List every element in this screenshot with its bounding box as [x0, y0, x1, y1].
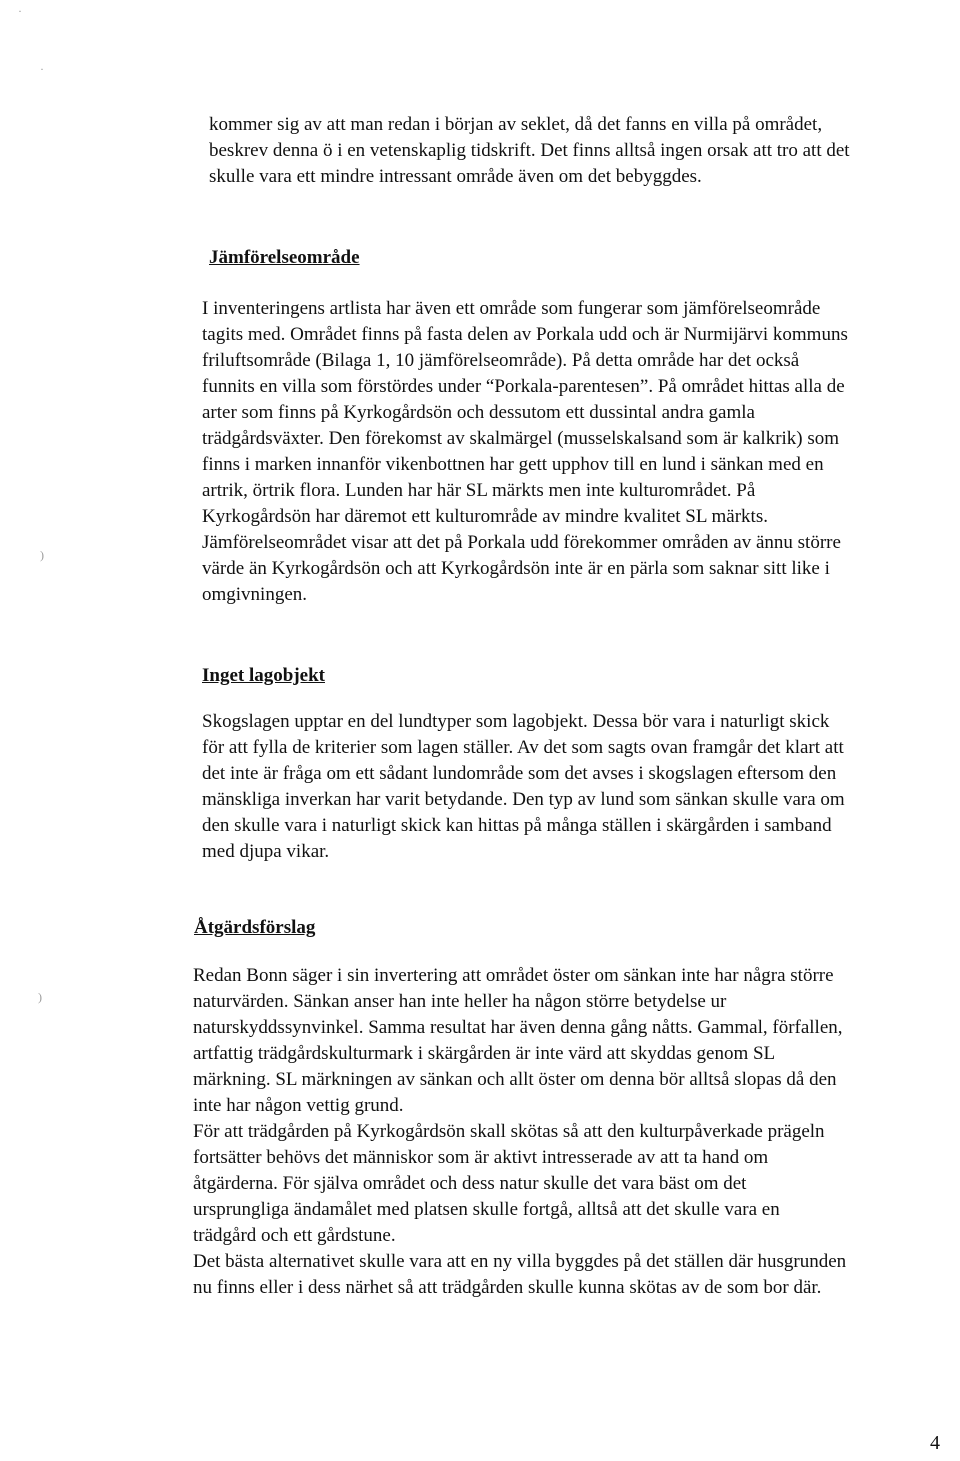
text-line: värde än Kyrkogårdsön och att Kyrkogårdsön inte är en pärla som saknar sitt like i — [202, 558, 830, 579]
text-line: fortsätter behövs det människor som är aktivt intresserade av att ta hand om — [193, 1147, 769, 1168]
text-line: inte har någon vettig grund. — [193, 1095, 404, 1116]
text-line: friluftsområde (Bilaga 1, 10 jämförelseområde). På detta område har det också — [202, 350, 800, 371]
text-line: skulle vara ett mindre intressant område även om det bebyggdes. — [209, 166, 702, 187]
text-line: för att fylla de kriterier som lagen ställer. Av det som sagts ovan framgår det klart att — [202, 737, 844, 758]
text-line: Jämförelseområdet visar att det på Porkala udd förekommer områden av ännu större — [202, 532, 841, 553]
text-line: naturvärden. Sänkan anser han inte heller ha någon större betydelse ur — [193, 991, 727, 1012]
text-line: För att trädgården på Kyrkogårdsön skall skötas så att den kulturpåverkade prägeln — [193, 1121, 825, 1142]
text-line: det inte är fråga om ett sådant lundområde som det avses i skogslagen eftersom den — [202, 763, 837, 784]
text-line: Skogslagen upptar en del lundtyper som lagobjekt. Dessa bör vara i naturligt skick — [202, 711, 830, 732]
text-line: Kyrkogårdsön har däremot ett kulturområde av mindre kvalitet SL märkts. — [202, 506, 768, 527]
text-line: I inventeringens artlista har även ett område som fungerar som jämförelseområde — [202, 298, 821, 319]
scan-speck: ) — [40, 548, 44, 562]
intro-paragraph — [209, 112, 850, 190]
scan-speck: ) — [38, 990, 42, 1004]
text-line: nu finns eller i dess närhet så att trädgården skulle kunna skötas av de som bor där. — [193, 1277, 822, 1298]
scan-speck: · — [18, 4, 22, 18]
text-line: arter som finns på Kyrkogårdsön och dessutom ett dussintal andra gamla — [202, 402, 755, 423]
page-number: 4 — [930, 1432, 940, 1454]
text-line: beskrev denna ö i en vetenskaplig tidskrift. Det finns alltså ingen orsak att tro att det — [209, 140, 850, 161]
text-line: artfattig trädgårdskulturmark i skärgården är inte värd att skyddas genom SL — [193, 1043, 776, 1064]
text-line: den skulle vara i naturligt skick kan hittas på många ställen i skärgården i samband — [202, 815, 832, 836]
text-line: kommer sig av att man redan i början av seklet, då det fanns en villa på området, — [209, 114, 823, 135]
text-line: Redan Bonn säger i sin invertering att området öster om sänkan inte har några större — [193, 965, 834, 986]
text-line: artrik, örtrik flora. Lunden har här SL märkts men inte kulturområdet. På — [202, 480, 756, 501]
text-line: funnits en villa som förstördes under “Porkala-parentesen”. På området hittas alla de — [202, 376, 845, 397]
text-line: åtgärderna. För själva området och dess natur skulle det vara bäst om det — [193, 1173, 747, 1194]
text-line: tagits med. Området finns på fasta delen av Porkala udd och är Nurmijärvi kommuns — [202, 324, 848, 345]
scan-speck: · — [40, 62, 44, 76]
text-line: ursprungliga ändamålet med platsen skulle fortgå, alltså att det skulle vara en — [193, 1199, 780, 1220]
text-line: Det bästa alternativet skulle vara att en ny villa byggdes på det ställen där husgrunden — [193, 1251, 847, 1272]
text-line: märkning. SL märkningen av sänkan och allt öster om denna bör alltså slopas då den — [193, 1069, 837, 1090]
section-heading: Inget lagobjekt — [202, 665, 325, 686]
section-paragraph — [202, 296, 848, 608]
text-line: med djupa vikar. — [202, 841, 330, 862]
section-heading: Åtgärdsförslag — [194, 917, 316, 938]
section-heading: Jämförelseområde — [209, 247, 360, 268]
text-line: trädgårdsväxter. Den förekomst av skalmärgel (musselskalsand som är kalkrik) som — [202, 428, 840, 449]
text-line: trädgård och ett gårdstune. — [193, 1225, 396, 1246]
text-line: finns i marken innanför vikenbottnen har gett upphov till en lund i sänkan med en — [202, 454, 824, 475]
text-line: naturskyddssynvinkel. Samma resultat har även denna gång nåtts. Gammal, förfallen, — [193, 1017, 843, 1038]
text-line: mänskliga inverkan har varit betydande. Den typ av lund som sänkan skulle vara om — [202, 789, 845, 810]
section-paragraph — [193, 963, 846, 1301]
text-line: omgivningen. — [202, 584, 308, 605]
section-paragraph — [202, 709, 845, 865]
